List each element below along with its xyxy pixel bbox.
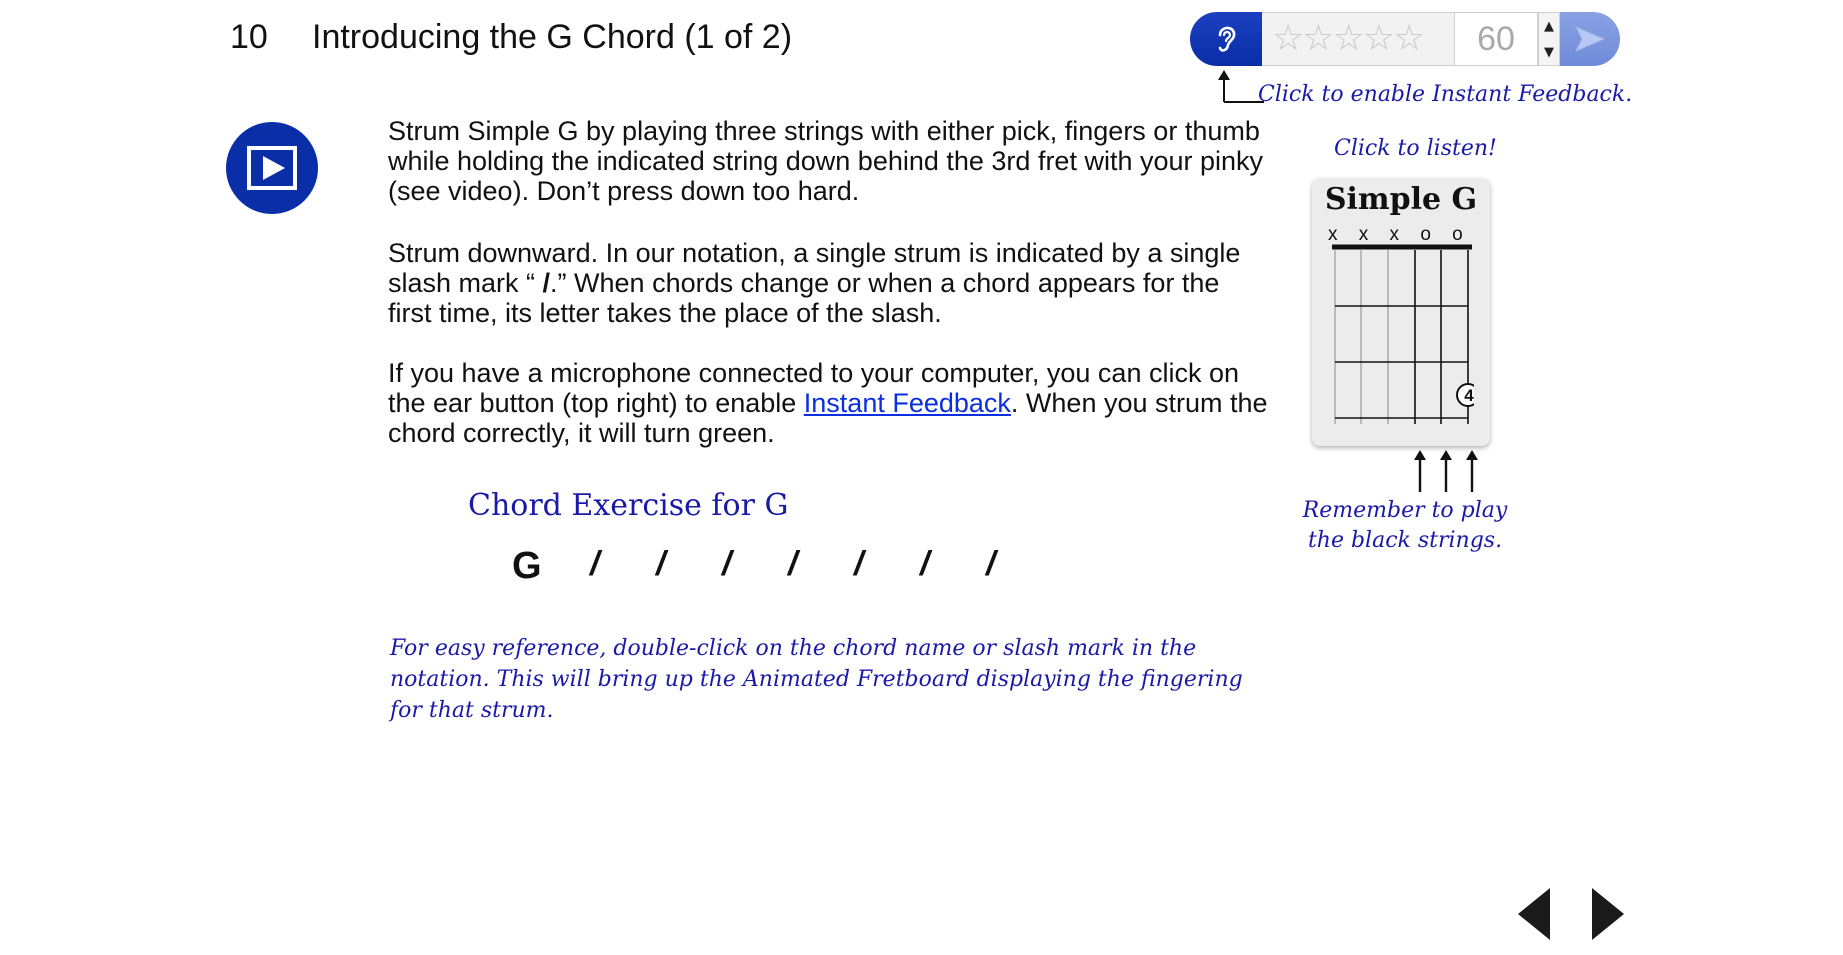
chord-diagram-title: Simple G bbox=[1324, 182, 1478, 217]
slash-mark[interactable]: / bbox=[986, 545, 996, 583]
star-icon[interactable]: ☆ bbox=[1272, 18, 1303, 59]
star-icon[interactable]: ☆ bbox=[1393, 18, 1424, 59]
next-page-button[interactable] bbox=[1592, 888, 1624, 940]
slash-mark[interactable]: / bbox=[788, 545, 798, 583]
instant-feedback-button[interactable] bbox=[1190, 12, 1262, 66]
instruction-paragraph-2 bbox=[388, 238, 1268, 328]
finger-marker-label: 4 bbox=[1464, 386, 1474, 405]
video-play-icon bbox=[247, 146, 297, 190]
paragraph-3-text-start: If you have a microphone connected to your computer, you can click on the ear button (top right) to enable bbox=[388, 358, 1239, 418]
notation-chord-name[interactable]: G bbox=[512, 545, 542, 587]
slash-mark[interactable]: / bbox=[854, 545, 864, 583]
reference-note: For easy reference, double-click on the chord name or slash mark in the notation. This will bring up the Animated Fretboard displaying the fingering for that strum. bbox=[390, 636, 1243, 723]
listen-hint: Click to listen! bbox=[1334, 136, 1497, 161]
remember-hint: Remember to play the black strings. bbox=[1302, 498, 1508, 553]
instant-feedback-link[interactable]: Instant Feedback bbox=[803, 388, 1011, 418]
exercise-title: Chord Exercise for G bbox=[468, 488, 789, 523]
previous-page-button[interactable] bbox=[1518, 888, 1550, 940]
paragraph-2-text-end: .” When chords change or when a chord appears for the first time, its letter takes the place of the slash. bbox=[388, 268, 1220, 328]
stepper-up-icon[interactable]: ▲ bbox=[1544, 18, 1554, 34]
video-button[interactable] bbox=[226, 122, 318, 214]
star-icon[interactable]: ☆ bbox=[1332, 18, 1363, 59]
star-icon[interactable]: ☆ bbox=[1362, 18, 1394, 59]
inline-slash-mark: / bbox=[542, 268, 551, 298]
chord-diagram[interactable] bbox=[1312, 178, 1490, 446]
instruction-paragraph-3 bbox=[388, 358, 1268, 448]
paragraph-2-text-start: Strum downward. In our notation, a single strum is indicated by a single slash mark “ bbox=[388, 238, 1241, 298]
play-button[interactable] bbox=[1560, 12, 1620, 66]
rating-stars[interactable] bbox=[1262, 12, 1454, 66]
slash-mark[interactable]: / bbox=[656, 545, 666, 583]
slash-mark[interactable]: / bbox=[722, 545, 732, 583]
string-marks: x x x o o bbox=[1328, 224, 1471, 245]
fretboard bbox=[1330, 244, 1474, 434]
string-arrows-icon bbox=[1408, 448, 1478, 494]
stepper-down-icon[interactable]: ▼ bbox=[1544, 44, 1554, 60]
tempo-field[interactable]: 60 bbox=[1454, 12, 1538, 66]
lesson-number: 10 bbox=[230, 18, 268, 56]
play-arrow-icon bbox=[1574, 25, 1606, 53]
slash-mark[interactable]: / bbox=[590, 545, 600, 583]
control-bar bbox=[1190, 12, 1620, 66]
slash-mark[interactable]: / bbox=[920, 545, 930, 583]
paragraph-3-text-end: . When you strum the chord correctly, it will turn green. bbox=[388, 388, 1268, 448]
instruction-paragraph-1: Strum Simple G by playing three strings with either pick, fingers or thumb while holding the indicated string down behind the 3rd fret with your pinky (see video). Don’t press down too hard. bbox=[388, 116, 1264, 206]
tempo-stepper[interactable] bbox=[1538, 12, 1560, 66]
instant-feedback-hint: Click to enable Instant Feedback. bbox=[1258, 82, 1633, 107]
star-icon[interactable]: ☆ bbox=[1302, 18, 1333, 59]
page-title: Introducing the G Chord (1 of 2) bbox=[312, 18, 793, 56]
ear-icon bbox=[1211, 21, 1241, 57]
